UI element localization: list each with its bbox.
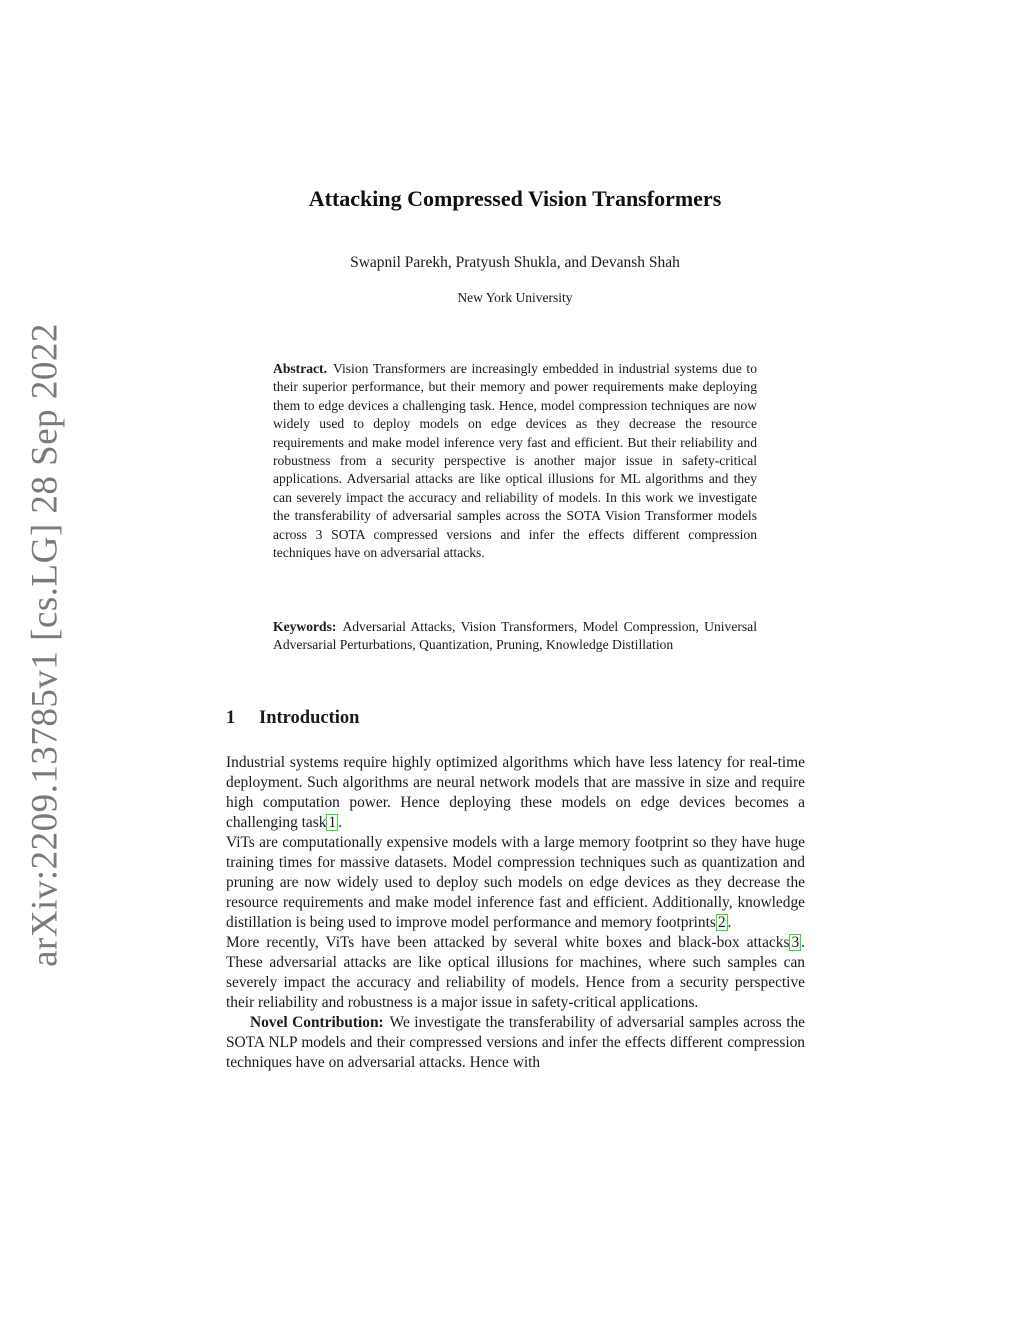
abstract-label: Abstract.	[273, 361, 327, 376]
section-title: Introduction	[259, 708, 360, 728]
paragraph-1-text: Industrial systems require highly optimized algorithms which have less latency for real-time deployment. Such algorithms are neural network models that are massive in size and require high computation power. Hence deploying these models on edge devices becomes a challenging task	[226, 754, 805, 831]
abstract-block	[273, 360, 757, 562]
affiliation: New York University	[457, 290, 573, 305]
citation-link-2[interactable]: 2	[717, 914, 726, 931]
keywords-text: Adversarial Attacks, Vision Transformers, Model Compression, Universal Adversarial Perturbations, Quantization, Pruning, Knowledge Distillation	[273, 619, 757, 653]
citation-link-3[interactable]: 3	[791, 934, 800, 951]
paragraph-3	[226, 933, 805, 1013]
paragraph-2-end: .	[727, 914, 732, 931]
section-heading	[226, 708, 359, 729]
paragraph-1-end: .	[338, 814, 342, 831]
paragraph-4-text: We investigate the transferability of adversarial samples across the SOTA NLP models and their compressed versions and infer the effects different compression techniques have on adversarial attacks. Hence with	[226, 1014, 805, 1071]
keywords-block	[273, 618, 757, 655]
paragraph-3-rest: . These adversarial attacks are like optical illusions for machines, where such samples can severely impact the accuracy and reliability of models. Hence from a security perspective their reliability and robustness is a major issue in safety-critical applications.	[226, 934, 805, 1011]
paragraph-3-start: More recently, ViTs have been attacked by several white boxes and black-box attacks	[226, 934, 790, 951]
abstract-text: Vision Transformers are increasingly embedded in industrial systems due to their superior performance, but their memory and power requirements make deploying them to edge devices a challenging task. Hence, model compression techniques are now widely used to deploy models on edge devices as they decrease the resource requirements and make model inference very fast and efficient. But their reliability and robustness from a security perspective is another major issue in safety-critical applications. Adversarial attacks are like optical illusions for ML algorithms and they can severely impact the accuracy and reliability of models. In this work we investigate the transferability of adversarial samples across the SOTA Vision Transformer models across 3 SOTA compressed versions and infer the effects different compression techniques have on adversarial attacks.	[273, 361, 757, 561]
section-number: 1	[226, 708, 236, 728]
paragraph-1	[226, 753, 805, 833]
arxiv-identifier: arXiv:2209.13785v1 [cs.LG] 28 Sep 2022	[24, 323, 66, 967]
novel-contribution-label: Novel Contribution:	[250, 1014, 384, 1031]
paragraph-4	[226, 1013, 805, 1073]
keywords-label: Keywords:	[273, 619, 337, 634]
paragraph-2-text: ViTs are computationally expensive models with a large memory footprint so they have huge training times for massive datasets. Model compression techniques such as quantization and pruning are now widely used to deploy such models on edge devices as they decrease the resource requirements and make model inference fast and efficient. Additionally, knowledge distillation is being used to improve model performance and memory footprints	[226, 834, 805, 931]
author-list: Swapnil Parekh, Pratyush Shukla, and Devansh Shah	[350, 254, 680, 271]
paper-title: Attacking Compressed Vision Transformers	[308, 186, 722, 211]
citation-link-1[interactable]: 1	[328, 814, 337, 831]
introduction-body	[226, 753, 805, 1073]
paragraph-2	[226, 833, 805, 933]
